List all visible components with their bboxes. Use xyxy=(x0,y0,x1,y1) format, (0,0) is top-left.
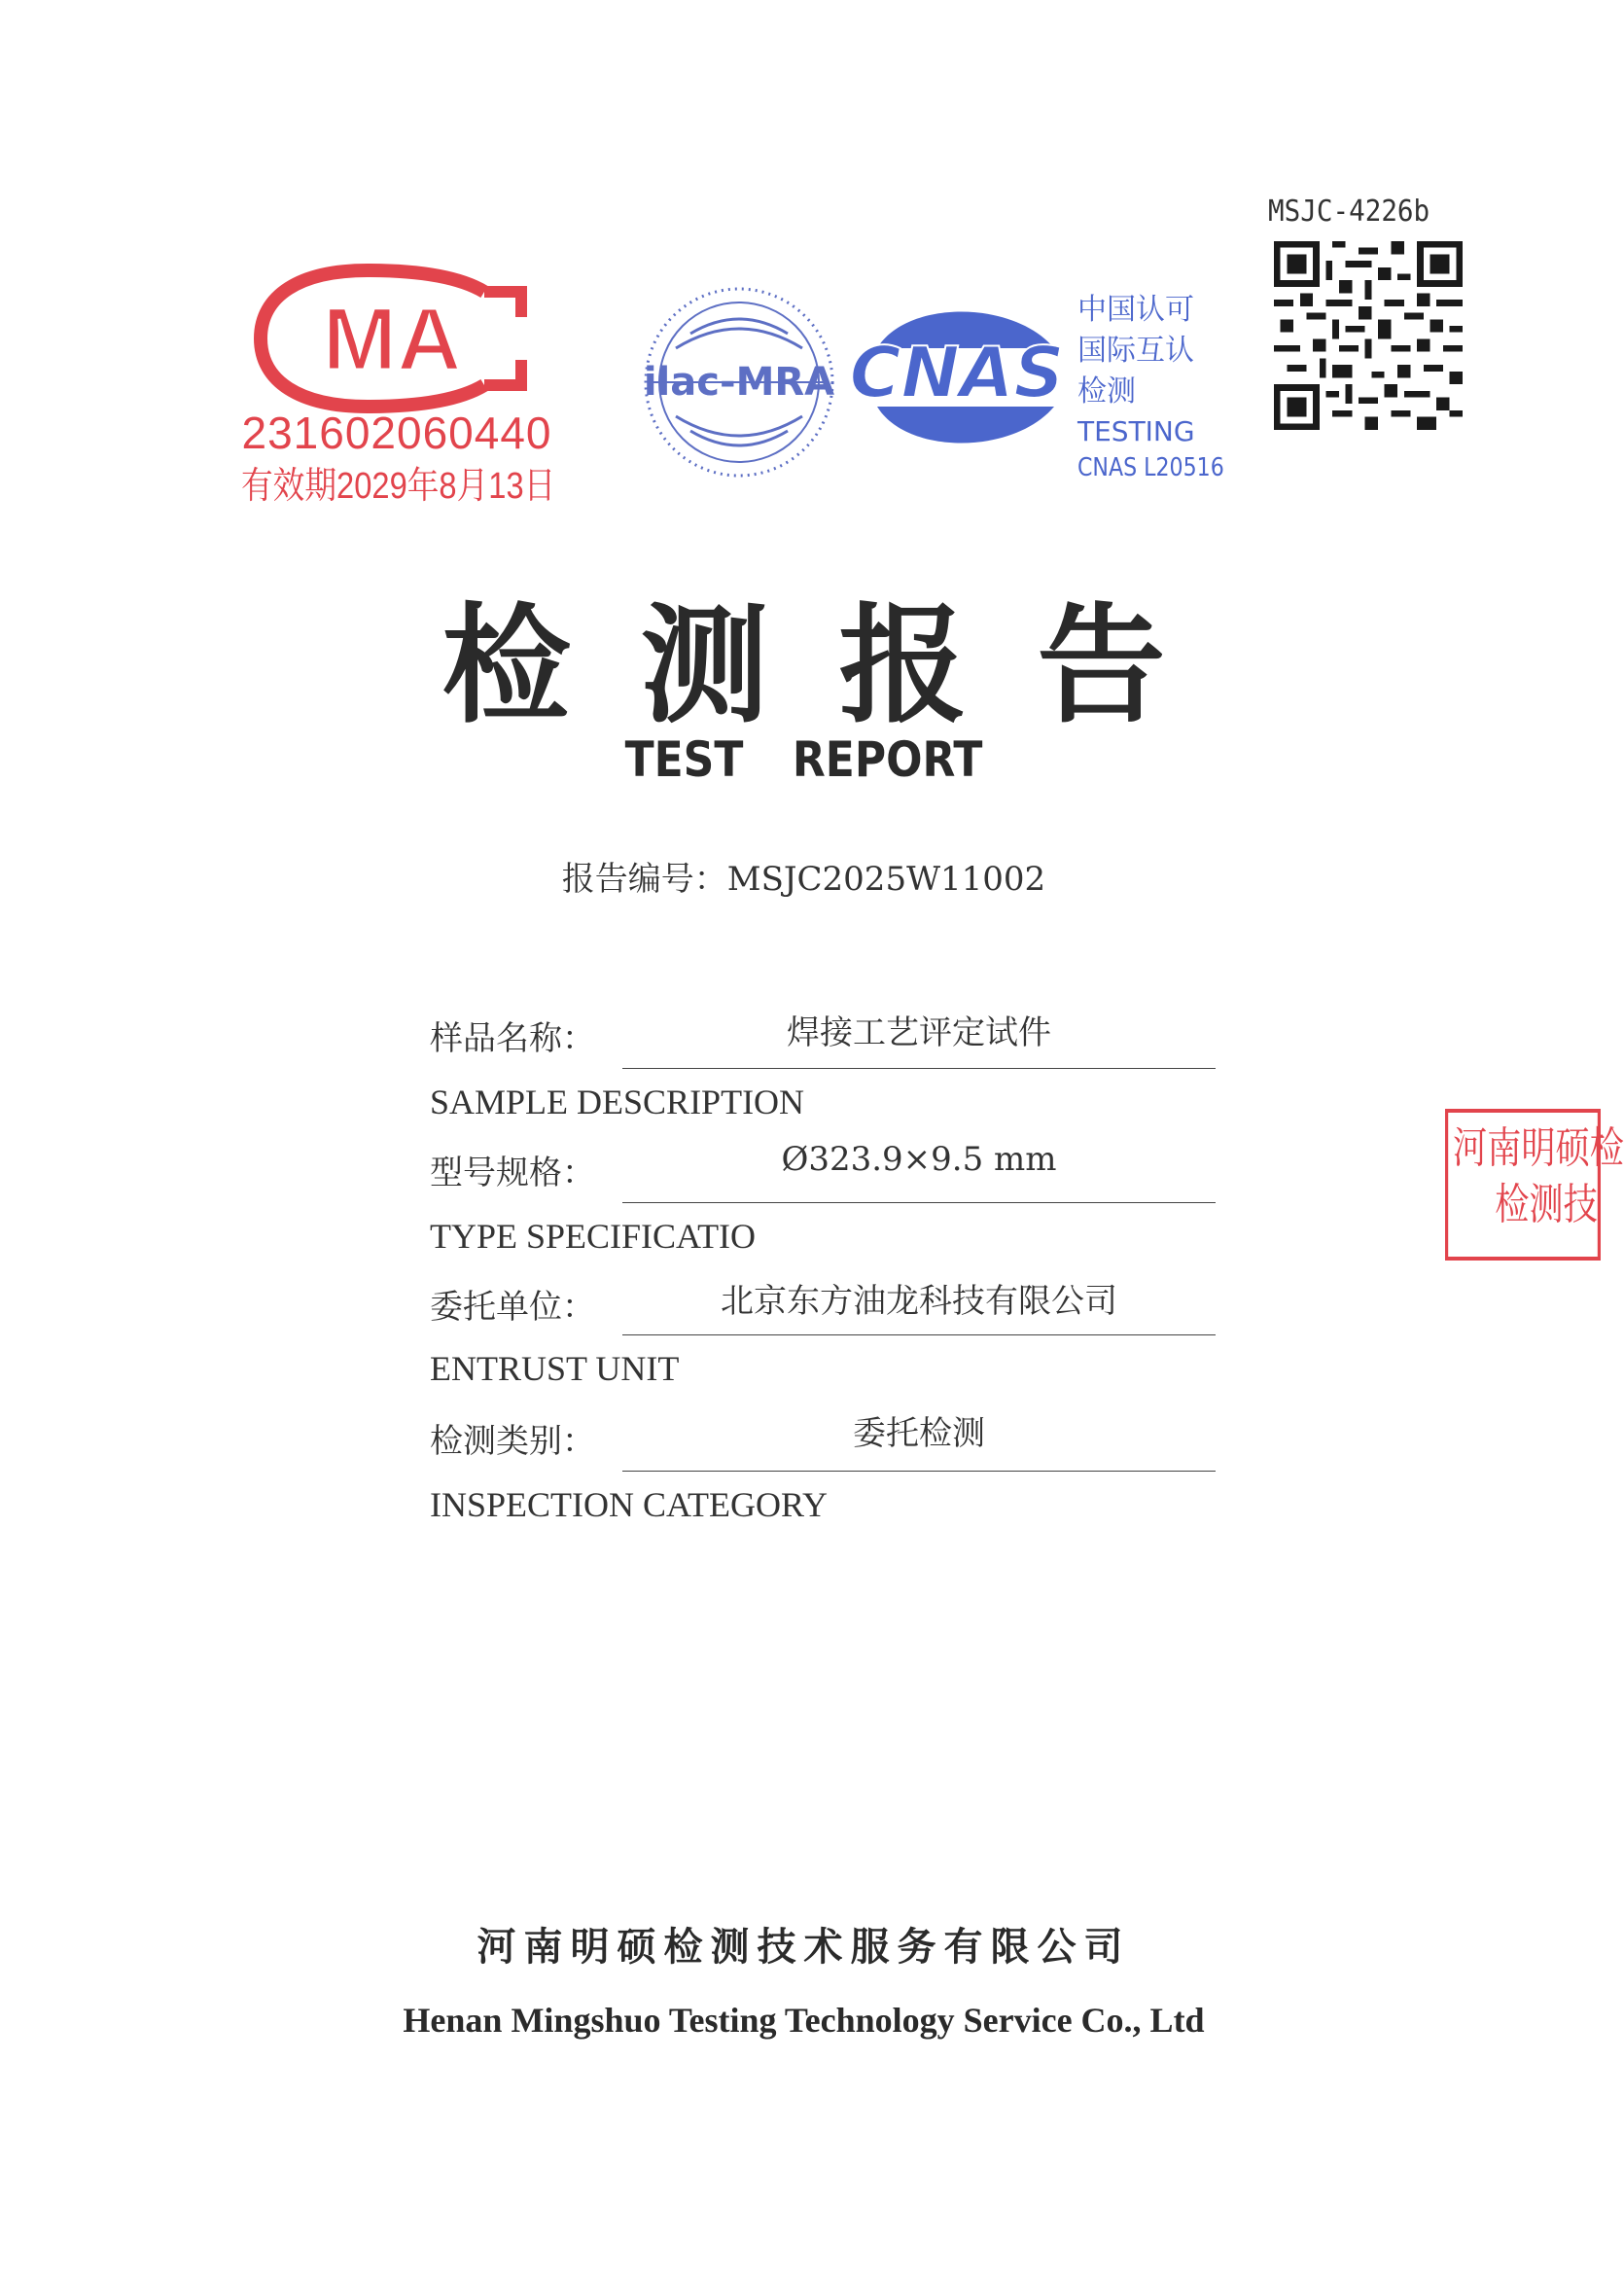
field-value-type-spec: Ø323.9×9.5 mm xyxy=(781,1140,1057,1179)
field-underline xyxy=(622,1202,1216,1203)
qr-code-label: MSJC-4226b xyxy=(1268,195,1430,229)
company-stamp xyxy=(1445,1109,1624,1261)
field-label-type-spec: 型号规格： xyxy=(430,1154,595,1192)
field-label-entrust-unit: 委托单位： xyxy=(430,1288,595,1327)
field-value-sample-name: 焊接工艺评定试件 xyxy=(787,1013,1051,1052)
cnas-cn-line2: 国际互认 xyxy=(1077,334,1194,368)
field-label-sample-name: 样品名称： xyxy=(430,1019,595,1058)
qr-code-icon[interactable] xyxy=(1274,241,1463,430)
company-name-en: Henan Mingshuo Testing Technology Service Co., Ltd xyxy=(403,2001,1205,2040)
cma-cert-number: 231602060440 xyxy=(241,408,552,458)
field-label-entrust-unit-en: ENTRUST UNIT xyxy=(430,1349,680,1388)
cnas-logo-text: CNAS xyxy=(849,332,1065,413)
cnas-caption xyxy=(1077,290,1250,484)
field-underline xyxy=(622,1334,1216,1335)
field-label-inspection-category: 检测类别： xyxy=(430,1422,595,1461)
page-title: 检测报告 xyxy=(441,590,1236,741)
field-label-sample-name-en: SAMPLE DESCRIPTION xyxy=(430,1083,805,1121)
cma-mark xyxy=(241,270,556,507)
cnas-en-line1: TESTING xyxy=(1077,415,1195,447)
cnas-logo-icon xyxy=(838,290,1072,465)
cnas-cn-line3: 检测 xyxy=(1077,374,1136,409)
stamp-line1: 河南明硕检 xyxy=(1453,1123,1624,1173)
page-title-en: TEST REPORT xyxy=(624,731,983,788)
field-underline xyxy=(622,1471,1216,1472)
report-number: 报告编号：MSJC2025W11002 xyxy=(561,860,1046,899)
cma-logo-icon xyxy=(261,270,523,407)
field-value-inspection-category: 委托检测 xyxy=(853,1414,985,1453)
cnas-en-line2: CNAS L20516 xyxy=(1077,453,1224,482)
cnas-cn-line1: 中国认可 xyxy=(1077,293,1194,327)
field-label-type-spec-en: TYPE SPECIFICATIO xyxy=(430,1217,757,1256)
ilac-globe-icon xyxy=(637,280,841,484)
cma-valid-until: 有效期2029年8月13日 xyxy=(241,466,556,507)
field-label-inspection-category-en: INSPECTION CATEGORY xyxy=(430,1485,829,1524)
company-name-cn: 河南明硕检测技术服务有限公司 xyxy=(477,1925,1131,1970)
field-value-entrust-unit: 北京东方油龙科技有限公司 xyxy=(721,1282,1117,1321)
stamp-line2: 检测技 xyxy=(1495,1180,1598,1229)
field-underline xyxy=(622,1068,1216,1069)
ilac-logo-text: ilac-MRA xyxy=(643,360,835,405)
ilac-mra-mark xyxy=(637,280,841,484)
cnas-mark xyxy=(838,290,1227,484)
cma-logo-text: MA xyxy=(322,290,462,389)
